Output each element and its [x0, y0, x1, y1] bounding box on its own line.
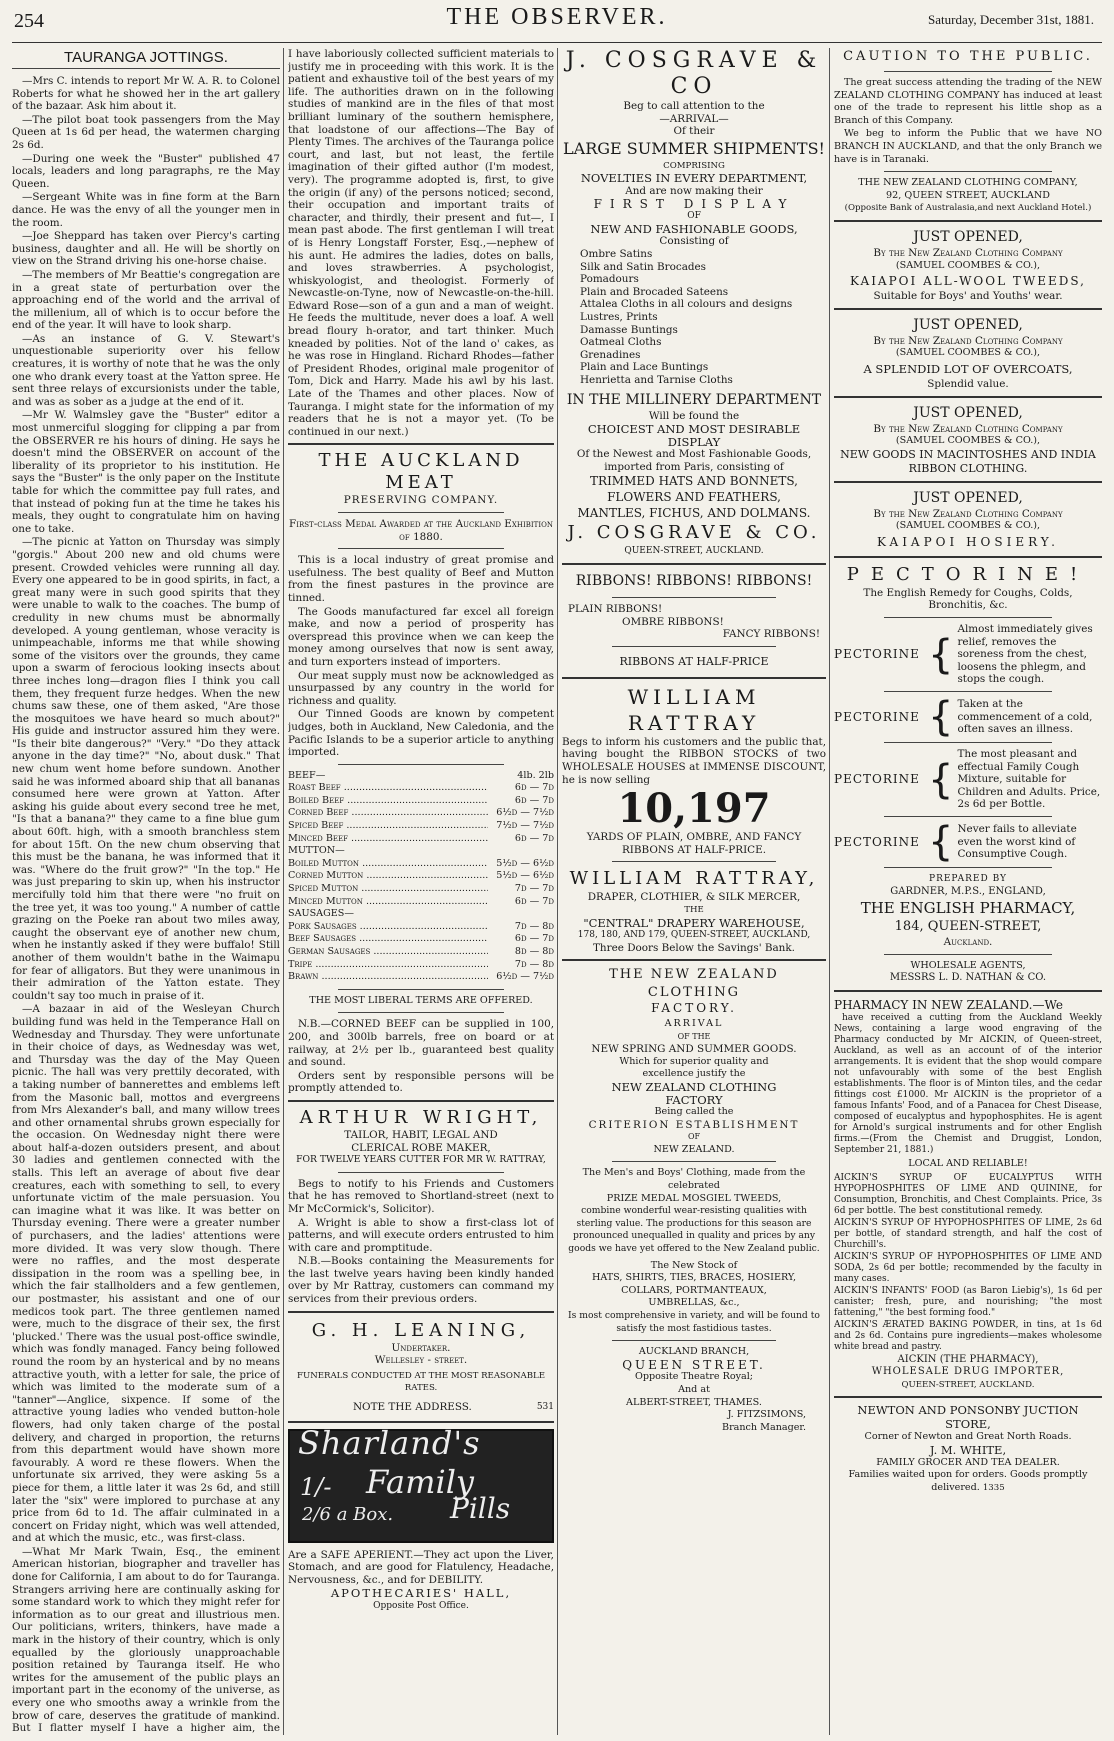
- ad-line: UMBRELLAS, &c.,: [648, 1297, 740, 1309]
- just-opened-ad: [834, 227, 1102, 303]
- ad-line: LARGE SUMMER SHIPMENTS!: [563, 138, 825, 158]
- ribbons-ad: [562, 570, 826, 672]
- pectorine-item: PECTORINE { Taken at the commencement of a cold, often saves an illness.: [834, 694, 1093, 741]
- divider: [612, 646, 776, 647]
- price-header: SAUSAGES—: [288, 908, 354, 920]
- column-3: [562, 48, 826, 1735]
- paragraph: I have laboriously collected sufficient materials to justify me in proceeding with this work. It is the patient and exhaustive toil of the best years of my life. The authorities drawn on in the following studies of mankind are in the files of that most brilliant luminary of the southern hemisphere, that loadstone of our affections—The Bay of Plenty Times. The archives of the Tauranga police court, and last, but not least, the fertile imagination of their gifted author (I'm modest, very). The programme adopted is, first, to give the origin (if any) of the persons noticed; second, their occupation and important traits of character, and thirdly, their present and fut—, I mean past abode. The first gentleman I will treat of is Henry Longstaff Forster, Esq.,—nephew of his aunt. He admires the ladies, dotes on balls, and loves strawberries. A psychologist, whiskyologist, and theologist. Formerly of Newcastle-on-Tyne, now of Newcastle-on-the-hill. Edward Rose—son of a gun and a man of weight. He feeds the multitude, never does a loaf. A well bread floury h-orator, and tart thinker. Much kneaded by polities. Not of the land o' cakes, as he was rose in Hingland. Richard Rhodes—father of President Rhodes, original male progenitor of Tom, Dick and Harry. Made his awl by his last. Late of the Thames and other places. Now of Tauranga. I might state for the information of my readers that he is not a mayor yet. (To be continued in our next.): [288, 48, 554, 438]
- yard-count: 10,197: [617, 785, 771, 833]
- ad-line: Opposite Post Office.: [373, 1601, 469, 1611]
- meat-company-ad: [288, 450, 554, 1095]
- divider: [288, 1100, 554, 1102]
- column-4: [834, 48, 1102, 1735]
- divider: [288, 1421, 554, 1423]
- issue-date: Saturday, December 31st, 1881.: [928, 12, 1094, 27]
- ad-title: RIBBONS! RIBBONS! RIBBONS!: [575, 573, 813, 590]
- divider: [562, 677, 826, 679]
- price-row: Tripe ..... 7d — 8d: [288, 959, 554, 972]
- list-item: Lustres, Prints: [580, 310, 658, 323]
- list-item: Grenadines: [580, 348, 641, 361]
- ad-line: THE: [684, 904, 704, 915]
- just-opened-ad: [834, 315, 1102, 391]
- rattray-ad: [562, 684, 826, 955]
- list-item: Oatmeal Cloths: [580, 336, 662, 349]
- divider: [834, 556, 1102, 558]
- ad-line: Beg to call attention to the: [623, 100, 765, 112]
- ad-line: Is most comprehensive in variety, and will be found to satisfy the most fastidious tastes.: [568, 1310, 820, 1334]
- ad-line: ALBERT-STREET, THAMES.: [626, 1396, 762, 1408]
- ad-title: PHARMACY IN NEW ZEALAND.—We: [834, 997, 1063, 1012]
- ad-line: By the New Zealand Clothing Company: [873, 507, 1063, 520]
- divider: [884, 71, 1052, 72]
- divider: [288, 443, 554, 445]
- ad-line: FLOWERS AND FEATHERS,: [607, 490, 781, 505]
- ad-line: The Men's and Boys' Clothing, made from the celebrated: [582, 1167, 806, 1192]
- ad-line: NOTE THE ADDRESS. 531: [352, 1401, 554, 1414]
- divider: [338, 1172, 504, 1173]
- paragraph: Orders sent by responsible persons will be promptly attended to.: [288, 1069, 554, 1095]
- paragraph: N.B.—Books containing the Measurements for the last twelve years having been kindly handed over by Mr Rattray, customers can command my services from their previous orders.: [288, 1255, 554, 1306]
- divider: [612, 597, 776, 598]
- ad-line: And are now making their: [625, 184, 763, 197]
- ad-line: excellence justify the: [642, 1068, 746, 1080]
- list-item: AICKIN'S SYRUP OF HYPOPHOSPHITES OF LIME, 2s 6d per bottle, of standard strength, and half the cost of Churchill's.: [834, 1217, 1102, 1250]
- ad-line: PRIZE MEDAL MOSGIEL TWEEDS,: [606, 1192, 782, 1204]
- ad-title: THE AUCKLAND MEAT: [318, 450, 524, 494]
- ad-line: NEW ZEALAND.: [653, 1143, 735, 1155]
- ad-number: 531: [536, 1402, 554, 1413]
- ad-line: Of the Newest and Most Fashionable Goods, imported from Paris, consisting of: [576, 448, 812, 473]
- ad-line: NEW AND FASHIONABLE GOODS,: [590, 221, 798, 236]
- divider: [612, 1340, 776, 1341]
- ad-subtitle: PRESERVING COMPANY.: [343, 494, 499, 507]
- divider: [338, 548, 504, 549]
- ad-line: OMBRE RIBBONS!: [622, 615, 724, 628]
- list-item: Pomadours: [580, 273, 639, 286]
- ad-line: COMPRISING: [663, 160, 725, 171]
- ad-line: OF: [687, 1132, 701, 1142]
- ad-title: JUST OPENED,: [913, 404, 1023, 421]
- ad-line: NEW ZEALAND CLOTHING: [611, 1079, 777, 1094]
- ad-line: TRIMMED HATS AND BONNETS,: [590, 474, 798, 489]
- ad-line: A SPLENDID LOT OF OVERCOATS,: [863, 361, 1073, 376]
- pectorine-item: PECTORINE { Never fails to alleviate even the worst kind of Consumptive Cough.: [834, 819, 1077, 865]
- divider: [562, 959, 826, 961]
- price-row: Spiced Beef ..... 7½d — 7½d: [288, 820, 554, 833]
- ad-line: TAILOR, HABIT, LEGAL AND: [344, 1128, 498, 1141]
- paragraph: —The members of Mr Beattie's congregation are in a great state of perturbation over the approaching end of the world and the arrival of the millenium, all of which is to occur before the end of the year. It will have to look sharp.: [12, 268, 280, 332]
- paragraph: —What Mr Mark Twain, Esq., the eminent American historian, biographer and traveller has done for California, I am about to do for Tauranga. Strangers arriving here are continually asking for some standard work to which they might refer for information as to our great and illustrious men. Our politicians, writers, thinkers, have made a mark in the history of their country, which is only equalled by the gloriously unapproachable position retained by Tauranga itself. He who writes for the amusement of the public plays an important part in the economy of the universe, as every one who smooths away a wrinkle from the brow of care, deserves the gratitude of mankind. But I flatter myself I have a higher aim, the: [12, 1545, 280, 1735]
- paragraph: —Joe Sheppard has taken over Piercy's carting business, daughter and all. He will be shortly on view on the Strand driving his one-horse chaise.: [12, 230, 280, 268]
- newspaper-title: THE OBSERVER.: [446, 4, 668, 30]
- ad-line: (SAMUEL COOMBES & CO.),: [895, 347, 1041, 359]
- leaning-ad: [288, 1318, 554, 1416]
- paragraph: —Mr W. Walmsley gave the "Buster" editor a most unmerciful slogging for clipping a par from the OBSERVER re his hours of dining. He says he doesn't mind the OBSERVER on account of the liberality of its proprietor to his institution. He says the "Buster" is the only paper on the Institute table for which the committee pay full rates, and that instead of poking fun at the time he takes his meals, they ought to congratulate him on having one to take.: [12, 409, 280, 535]
- ad-title: JUST OPENED,: [913, 316, 1023, 333]
- ad-line: 92, QUEEN STREET, AUCKLAND: [886, 189, 1050, 201]
- ad-line: —ARRIVAL—: [659, 112, 729, 125]
- paragraph: —Mrs C. intends to report Mr W. A. R. to Colonel Roberts for what he showed her in the art gallery of the bazaar. Ask him about it.: [12, 75, 280, 113]
- ad-line: WHOLESALE AGENTS,: [910, 959, 1026, 971]
- ad-line: 184, QUEEN-STREET,: [894, 919, 1042, 935]
- ad-line: (Opposite Bank of Australasia,and next Auckland Hotel.): [844, 203, 1092, 214]
- ad-line: Families waited upon for orders. Goods promptly delivered. 1335: [848, 1469, 1088, 1493]
- list-item: AICKIN'S ÆRATED BAKING POWDER, in tins, at 1s 6d and 2s 6d. Contains pure ingredients—makes wholesome white bread and pastry.: [834, 1319, 1102, 1352]
- ad-line: Opposite Theatre Royal;: [634, 1371, 754, 1383]
- paragraph: have received a cutting from the Auckland Weekly News, containing a large wood engraving of the Pharmacy conducted by Mr AICKIN, of Queen-street, Auckland, as well as an account of of the interior arrangements. It is evident that the shop would compare not unfavourably with some of the best English establishments. The floor is of Minton tiles, and the cedar fittings cost £1000. Mr AICKIN is the proprietor of a famous Infants' Food, and of a Panacea for Chest Disease, composed of eucalyptus and hypophosphites. He is agent for Arnold's surgical instruments and for other English firms.—(From the Chemist and Druggist, London, September 21, 1881.): [834, 1012, 1102, 1155]
- ad-line: 178, 180, AND 179, QUEEN-STREET, AUCKLAND,: [577, 930, 811, 941]
- ad-line: THE ENGLISH PHARMACY,: [860, 899, 1076, 918]
- just-opened-ad: [834, 403, 1102, 476]
- paragraph: Begs to inform his customers and the public that, having bought the RIBBON STOCKS of two WHOLESALE HOUSES at IMMENSE DISCOUNT, he is now selling: [562, 735, 826, 786]
- arthur-wright-ad: [288, 1107, 554, 1306]
- divider: [884, 954, 1052, 955]
- price-row: Roast Beef ..... 6d — 7d: [288, 782, 554, 795]
- ad-line: PLAIN RIBBONS!: [568, 603, 663, 616]
- ad-line: (SAMUEL COOMBES & CO.),: [895, 259, 1041, 271]
- ad-line: Being called the: [654, 1106, 734, 1118]
- ad-title: WILLIAM RATTRAY,: [569, 868, 819, 890]
- ad-line: Wellesley - street.: [374, 1354, 468, 1367]
- ad-line: J. M. WHITE,: [929, 1442, 1007, 1457]
- price-row: Boiled Beef ..... 6d — 7d: [288, 795, 554, 808]
- paragraph: Our meat supply must now be acknowledged as unsurpassed by any country in the world for richness and quality.: [288, 669, 554, 707]
- ad-line: FOR TWELVE YEARS CUTTER FOR MR W. RATTRAY,: [296, 1154, 546, 1166]
- ad-line: MANTLES, FICHUS, AND DOLMANS.: [577, 506, 811, 521]
- ad-line: OF: [687, 211, 701, 222]
- pectorine-item: PECTORINE { Almost immediately gives relief, removes the soreness from the chest, loosens the phlegm, and stops the cough.: [834, 623, 1093, 686]
- ad-line: J. COSGRAVE & CO.: [567, 522, 821, 544]
- divider: [884, 171, 1052, 172]
- pills-word: Pills: [450, 1491, 511, 1525]
- ad-line: KAIAPOI ALL-WOOL TWEEDS,: [850, 274, 1086, 289]
- list-item: Henrietta and Tarnise Cloths: [580, 373, 733, 386]
- ad-line: QUEEN-STREET, AUCKLAND.: [901, 1379, 1035, 1390]
- ad-line: FIRST DISPLAY: [593, 196, 795, 211]
- divider: [884, 867, 1052, 868]
- divider: [884, 617, 1052, 618]
- ad-line: "CENTRAL" DRAPERY WAREHOUSE,: [583, 915, 805, 930]
- masthead: [0, 0, 1114, 44]
- ad-line: CHOICEST AND MOST DESIRABLE: [587, 422, 801, 437]
- newton-store-ad: [834, 1403, 1102, 1494]
- ad-line: RIBBONS AT HALF-PRICE: [619, 654, 769, 668]
- price-row: Pork Sausages ..... 7d — 8d: [288, 921, 554, 934]
- divider: [612, 861, 776, 862]
- ad-line: Undertaker.: [391, 1341, 451, 1354]
- ad-line: WHOLESALE DRUG IMPORTER,: [871, 1366, 1065, 1378]
- ad-line: AUCKLAND BRANCH,: [638, 1346, 750, 1358]
- ad-title: G. H. LEANING,: [311, 1319, 531, 1341]
- ad-line: By the New Zealand Clothing Company: [873, 334, 1063, 347]
- divider: [834, 220, 1102, 222]
- pills-price: 1/-: [300, 1472, 332, 1501]
- ad-line: Splendid value.: [927, 377, 1009, 390]
- divider: [834, 481, 1102, 483]
- ad-line: The English Remedy for Coughs, Colds, Bronchitis, &c.: [863, 586, 1073, 612]
- price-row: Boiled Mutton ..... 5½d — 6½d: [288, 858, 554, 871]
- pectorine-ad: [834, 563, 1102, 985]
- ad-line: Consisting of: [659, 235, 729, 248]
- divider: [338, 1012, 504, 1013]
- paragraph: —Sergeant White was in fine form at the Barn dance. He was the envy of all the younger men in the room.: [12, 191, 280, 229]
- ad-line: FACTORY: [665, 1092, 723, 1107]
- ad-title: WILLIAM RATTRAY: [627, 684, 761, 735]
- paragraph: —A bazaar in aid of the Wesleyan Church building fund was held in the Temperance Hall on Wednesday and Thursday. They were unfortunate in their choice of days, as Wednesday was wet, and Thursday was the day of the May Queen picnic. The hall was very prettily decorated, with a taking number of bannerettes and emblems left from the Masonic ball, mottos and evergreens from Mrs Alexander's ball, and many willow trees and other ornamental shrubs grown especially for the occasion. On Wednesday night there were about half-a-dozen outsiders present, and about 30 ladies and gentlemen connected with the stalls. This left an average of about five dear creatures, each with something to sell, to every unfortunate victim of the male persuasion. You can imagine what it was like. It was better on Thursday evening. There were a greater number of purchasers, and the ladies' attentions were more divided. It was very slow though. There were no raffles, and the most desperate dissipation in the room was a spelling bee, in which the fair stallholders and a few gentlemen, our postmaster, his assistant and one of our medicos took part. The three gentlemen named were, much to the disgrace of their sex, the first 'plucked.' There was the usual post-office swindle, which was fondly managed. Fancy being followed round the room by an hysterical and by no means attractive youth, with a letter for sale, the price of which was limited to the moderate sum of a "tanner"—Anglice, sixpence. If some of the attractive young ladies who vended button-hole flowers, had only taken charge of the postal delivery, and charged in proportion, the returns from this department would have shown more favourably. A word re these flowers. When the unfortunate six arrived, they were asking 5s a piece for them, a little later it was 2s 6d, and still later the "six" were implored to purchase at any price from 6d to 1d. The affair culminated in a concert on Friday night, which was well attended, and at which the music, etc., was first-class.: [12, 1003, 280, 1545]
- ad-line: HATS, SHIRTS, TIES, BRACES, HOSIERY,: [591, 1272, 797, 1284]
- ad-line: Suitable for Boys' and Youths' wear.: [873, 290, 1063, 303]
- ad-line: Branch Manager.: [722, 1421, 806, 1433]
- ad-line: NOVELTIES IN EVERY DEPARTMENT,: [580, 171, 808, 186]
- ad-line: J. FITZSIMONS,: [727, 1409, 806, 1421]
- divider: [612, 1161, 776, 1162]
- ad-line: MESSRS L. D. NATHAN & CO.: [889, 972, 1047, 984]
- divider: [884, 691, 1052, 692]
- divider: [834, 990, 1102, 992]
- ad-line: AICKIN (THE PHARMACY),: [897, 1353, 1039, 1365]
- paragraph: We beg to inform the Public that we have NO BRANCH IN AUCKLAND, and that the only Branch we have is in Taranaki.: [834, 128, 1102, 165]
- ad-line: KAIAPOI HOSIERY.: [877, 534, 1059, 549]
- paragraph: Our Tinned Goods are known by competent judges, both in Auckland, New Caledonia, and the Pacific Islands to be a superior article to anything imported.: [288, 708, 554, 759]
- divider: [834, 308, 1102, 310]
- ad-line: ARRIVAL: [664, 1017, 724, 1029]
- paragraph: The great success attending the trading of the NEW ZEALAND CLOTHING COMPANY has induced at least one of the trade to represent his little shop as a Branch of this Company.: [834, 77, 1102, 126]
- ad-title: CAUTION TO THE PUBLIC.: [843, 49, 1093, 64]
- ad-title: JUST OPENED,: [913, 228, 1023, 245]
- paragraph: Are a SAFE APERIENT.—They act upon the Liver, Stomach, and are good for Flatulency, Headache, Nervousness, &c., and for DEBILITY.: [288, 1548, 554, 1586]
- column-1: [12, 48, 280, 1735]
- pills-price-box: 2/6 a Box.: [302, 1503, 394, 1525]
- list-item: Silk and Satin Brocades: [580, 260, 707, 273]
- list-item: AICKIN'S SYRUP OF HYPOPHOSPHITES OF LIME AND SODA, 2s 6d per bottle; recommended by the faculty in many cases.: [834, 1251, 1102, 1284]
- divider: [884, 742, 1052, 743]
- paragraph: A. Wright is able to show a first-class lot of patterns, and will execute orders entrusted to him with care and promptitude.: [288, 1216, 554, 1254]
- paragraph: This is a local industry of great promise and usefulness. The best quality of Beef and Mutton from the finest pastures in the province are tinned.: [288, 554, 554, 604]
- ad-line: Of their: [673, 125, 715, 138]
- ad-line: FUNERALS CONDUCTED AT THE MOST REASONABLE RATES.: [296, 1370, 545, 1394]
- paragraph: The Goods manufactured far excel all foreign make, and now a period of prosperity has overspread this province when we can keep the money among ourselves that now is sent away, and turn exporters instead of importers.: [288, 605, 554, 668]
- ad-line: Three Doors Below the Savings' Bank.: [593, 941, 795, 954]
- divider: [338, 512, 504, 513]
- ad-line: Will be found the: [648, 410, 740, 423]
- list-item: Attalea Cloths in all colours and designs: [580, 298, 793, 311]
- article-heading: TAURANGA JOTTINGS.: [12, 48, 280, 69]
- ad-line: Which for superior quality and: [619, 1055, 769, 1067]
- pills-brand: Sharland's: [298, 1423, 481, 1462]
- ad-line: GARDNER, M.P.S., ENGLAND,: [890, 885, 1046, 897]
- price-row: Brawn ..... 6½d — 7½d: [288, 971, 554, 984]
- ad-line: DRAPER, CLOTHIER, & SILK MERCER,: [587, 891, 801, 904]
- ad-line: QUEEN-STREET, AUCKLAND.: [624, 546, 764, 557]
- list-item: Plain and Lace Buntings: [580, 361, 709, 374]
- ad-line: Auckland.: [943, 936, 993, 949]
- column-divider: [557, 48, 558, 1735]
- divider: [338, 989, 504, 990]
- ad-line: NEW GOODS IN MACINTOSHES AND INDIA RIBBON CLOTHING.: [840, 447, 1096, 475]
- ad-line: LOCAL AND RELIABLE!: [908, 1157, 1028, 1169]
- divider: [338, 764, 504, 765]
- ad-line: (SAMUEL COOMBES & CO.),: [895, 435, 1041, 447]
- ad-line: CRITERION ESTABLISHMENT: [588, 1118, 800, 1131]
- ad-line: Corner of Newton and Great North Roads.: [864, 1431, 1072, 1443]
- ad-title: JUST OPENED,: [913, 489, 1023, 506]
- caution-ad: [834, 48, 1102, 215]
- divider: [288, 1311, 554, 1313]
- ad-line: NEW SPRING AND SUMMER GOODS.: [591, 1043, 797, 1056]
- pills-banner: [288, 1423, 554, 1543]
- ad-line: By the New Zealand Clothing Company: [873, 246, 1063, 259]
- ad-line: OF THE: [677, 1031, 711, 1041]
- pharmacy-ad: [834, 997, 1102, 1391]
- ad-line: FAMILY GROCER AND TEA DEALER.: [876, 1456, 1060, 1468]
- ad-line: FANCY RIBBONS!: [722, 628, 820, 641]
- list-item: AICKIN'S INFANTS' FOOD (as Baron Liebig's), 1s 6d per canister; fresh, pure, and nourishing; "the most fattening," "the best forming food.": [834, 1285, 1102, 1318]
- paragraph: —During one week the "Buster" published 47 locals, leaders and long paragraphs, re the May Queen.: [12, 152, 280, 190]
- masthead-rule: [12, 42, 1102, 43]
- list-item: Plain and Brocaded Sateens: [580, 285, 729, 298]
- column-2: [288, 48, 554, 1735]
- price-row: German Sausages ..... 8d — 8d: [288, 946, 554, 959]
- ad-line: APOTHECARIES' HALL,: [330, 1586, 512, 1601]
- ad-line: QUEEN STREET.: [622, 1357, 766, 1372]
- divider: [834, 1396, 1102, 1398]
- cosgrave-ad: [562, 48, 826, 558]
- ad-line: CLERICAL ROBE MAKER,: [351, 1141, 491, 1154]
- price-row: Minced Beef ..... 6d — 7d: [288, 833, 554, 846]
- list-item: AICKIN'S SYRUP OF EUCALYPTUS WITH HYPOPHOSPHITES OF LIME AND QUININE, for Consumption, Bronchitis, and Chest Complaints. Price, 3s 6d per bottle. The best constitutional remedy.: [834, 1172, 1102, 1216]
- price-row: Corned Mutton ..... 5½d — 6½d: [288, 870, 554, 883]
- divider: [884, 816, 1052, 817]
- ad-title: PECTORINE!: [846, 563, 1090, 585]
- ad-number: 1335: [982, 1482, 1005, 1493]
- just-opened-ad: [834, 488, 1102, 551]
- paragraph: —As an instance of G. V. Stewart's unquestionable superiority over his fellow creatures, it is worthy of note that he was the only one who drank every toast at the Yatton spree. He sent three relays of excursionists under the table, and was as sober as a judge at the end of it.: [12, 332, 280, 408]
- paragraph: —The picnic at Yatton on Thursday was simply "gorgis." About 200 new and old chums were present. Crowded vehicles were running all day. Every one appeared to be in good spirits, in fact, a great many were in such good spirits that they were unable to walk to the coaches. The bump of credulity in new chums must be abnormally developed. A young gentleman, whose veracity is unimpeachable, informs me that while showing some of the visitors over the grounds, they came upon a swarm of ferocious looking insects about three inches long—dragon flies I think you call them, they frequent furze hedges. When the new chums saw these, one of them asked, "Are those the mosquitoes we have heard so much about?" His guide and instructor assured him they were. "Is their bite dangerous?" "Very." "Do they attack anyone in the day time?" "No, about dusk." That new chum went home before sundown. Another said he was informed aboard ship that all bananas consumed here were grown at Yatton. After asking his guide about every second tree he met, "Is that a banana?" they came to a fine blue gum about 60ft. high, with a smooth branchless stem for about 15ft. On the new chum observing that this must be the banana, he was informed that it was. "Where do the fruit grow?" "In the top." He was just preparing to skin up, when his instructor mercifully told him that there were "no fruit on the tree yet, it was too young." A number of cattle grazing on the Poeke ran about two miles away, caught the observant eye of another new chum, when he instantly asked if they were buffalo! Still another of them wouldn't bathe in the Waimapu for fear of alligators. But they were unanimous in their admiration of the Yatton estate. They couldn't say too much in praise of it.: [12, 536, 280, 1002]
- ad-line: DISPLAY: [667, 434, 721, 449]
- paragraph: N.B.—CORNED BEEF can be supplied in 100, 200, and 300lb barrels, free on board or at railway, at 2½ per lb., guaranteed best quality and sound.: [288, 1018, 554, 1069]
- pills-family: Family: [366, 1462, 474, 1501]
- divider: [562, 563, 826, 565]
- ad-title: NEWTON AND PONSONBY JUCTION STORE,: [857, 1403, 1079, 1432]
- nz-clothing-factory-ad: [562, 966, 826, 1434]
- column-divider: [283, 48, 284, 1735]
- ad-title: FACTORY.: [651, 1001, 737, 1016]
- price-header: BEEF— 4lb. 2lb: [288, 769, 554, 781]
- ad-line: And at: [678, 1383, 710, 1395]
- terms-line: THE MOST LIBERAL TERMS ARE OFFERED.: [309, 994, 533, 1006]
- ad-line: COLLARS, PORTMANTEAUX,: [621, 1284, 767, 1296]
- paragraph: —The pilot boat took passengers from the May Queen at 1s 6d per head, the watermen charging 2s 6d.: [12, 113, 280, 151]
- list-item: Damasse Buntings: [580, 323, 678, 336]
- price-header: MUTTON—: [288, 845, 345, 857]
- price-row: Beef Sausages ..... 6d — 7d: [288, 933, 554, 946]
- ad-line: (SAMUEL COOMBES & CO.),: [895, 520, 1041, 532]
- ad-line: The New Stock of: [650, 1259, 738, 1271]
- ad-line: IN THE MILLINERY DEPARTMENT: [566, 392, 822, 409]
- divider: [834, 396, 1102, 398]
- ad-line: By the New Zealand Clothing Company: [873, 422, 1063, 435]
- ad-line: PREPARED BY: [929, 874, 1007, 884]
- price-row: Corned Beef ..... 6½d — 7½d: [288, 807, 554, 820]
- ad-title: J. COSGRAVE & CO: [565, 48, 823, 99]
- page-number: 254: [14, 10, 44, 32]
- ad-title: ARTHUR WRIGHT,: [299, 1106, 543, 1128]
- column-divider: [829, 48, 830, 1735]
- goods-list: [562, 248, 826, 387]
- ad-line: YARDS OF PLAIN, OMBRE, AND FANCY RIBBONS AT HALF-PRICE.: [586, 831, 802, 856]
- price-row: Spiced Mutton ..... 7d — 7d: [288, 883, 554, 896]
- paragraph: Begs to notify to his Friends and Customers that he has removed to Shortland-street (next to Mr McCormick's, Solicitor).: [288, 1177, 554, 1215]
- price-row: Minced Mutton ..... 6d — 7d: [288, 896, 554, 909]
- ad-line: THE NEW ZEALAND CLOTHING COMPANY,: [858, 177, 1078, 189]
- ad-line: combine wonderful wear-resisting qualities with sterling value. The productions for this season are pronounced unequalled in quality and prices by any goods we have yet offered to the New Zealand public.: [568, 1205, 820, 1255]
- pectorine-item: PECTORINE { The most pleasant and effectual Family Cough Mixture, suitable for Children and Adults. Price, 2s 6d per Bottle.: [834, 748, 1101, 811]
- list-item: Ombre Satins: [580, 247, 653, 260]
- award-line: First-class Medal Awarded at the Auckland Exhibition of 1880.: [289, 518, 553, 543]
- ad-title: THE NEW ZEALAND CLOTHING: [609, 967, 779, 1001]
